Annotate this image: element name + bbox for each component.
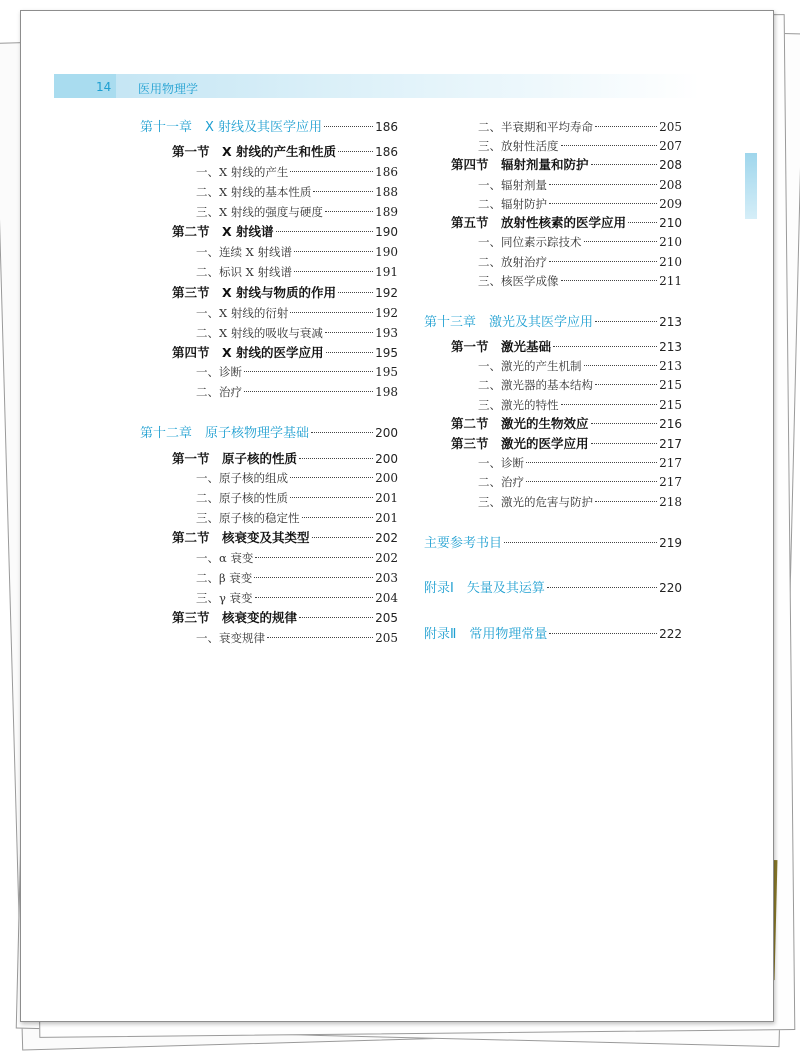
toc-entry-page-number: 213 [659, 315, 682, 329]
dot-leader [584, 365, 658, 366]
toc-entry-page-number: 200 [375, 426, 398, 440]
toc-entry-title: 第二节 激光的生物效应 [451, 416, 589, 431]
dot-leader [549, 633, 657, 634]
toc-entry-title: 二、标识 X 射线谱 [196, 265, 292, 279]
toc-entry-title: 主要参考书目 [424, 536, 503, 551]
toc-entry-title: 第十一章 X 射线及其医学应用 [140, 120, 323, 135]
toc-entry-page-number: 190 [375, 245, 398, 259]
toc-entry-title: 三、X 射线的强度与硬度 [196, 205, 323, 219]
dot-leader [338, 292, 373, 293]
toc-item-entry[interactable] [196, 383, 398, 401]
toc-item-entry[interactable] [196, 324, 398, 342]
dot-leader [267, 637, 373, 638]
toc-entry-page-number: 195 [375, 365, 398, 379]
toc-section-entry[interactable] [172, 450, 398, 468]
toc-entry-page-number: 192 [375, 286, 398, 300]
toc-item-entry[interactable] [196, 489, 398, 507]
toc-entry-title: 一、X 射线的衍射 [196, 306, 289, 320]
toc-entry-title: 三、激光的危害与防护 [478, 495, 593, 509]
toc-section-entry[interactable] [172, 143, 398, 161]
toc-entry-page-number: 186 [375, 165, 398, 179]
toc-entry-page-number: 200 [375, 452, 398, 466]
dot-leader [312, 537, 374, 538]
toc-entry-title: 二、辐射防护 [478, 197, 547, 211]
toc-item-entry[interactable] [196, 589, 398, 607]
toc-item-entry[interactable] [196, 243, 398, 261]
dot-leader [290, 312, 373, 313]
toc-item-entry[interactable] [478, 253, 682, 271]
toc-entry-page-number: 186 [375, 145, 398, 159]
toc-entry-title: 第二节 核衰变及其类型 [172, 530, 310, 545]
dot-leader [553, 346, 657, 347]
toc-item-entry[interactable] [478, 195, 682, 213]
dot-leader [526, 481, 657, 482]
toc-entry-page-number: 188 [375, 185, 398, 199]
toc-section-entry[interactable] [451, 435, 682, 453]
toc-entry-page-number: 210 [659, 255, 682, 269]
dot-leader [290, 171, 373, 172]
dot-leader [325, 332, 373, 333]
toc-chapter-entry[interactable] [424, 579, 682, 597]
toc-entry-page-number: 201 [375, 491, 398, 505]
dot-leader [326, 352, 374, 353]
toc-item-entry[interactable] [478, 473, 682, 491]
toc-item-entry[interactable] [478, 454, 682, 472]
toc-item-entry[interactable] [478, 272, 682, 290]
toc-item-entry[interactable] [478, 376, 682, 394]
toc-item-entry[interactable] [196, 183, 398, 201]
dot-leader [313, 191, 373, 192]
toc-entry-title: 附录Ⅰ 矢量及其运算 [424, 581, 545, 596]
toc-section-entry[interactable] [451, 415, 682, 433]
toc-entry-title: 二、放射治疗 [478, 255, 547, 269]
toc-entry-title: 二、激光器的基本结构 [478, 378, 593, 392]
toc-entry-title: 第一节 原子核的性质 [172, 451, 298, 466]
toc-entry-title: 第一节 激光基础 [451, 339, 552, 354]
toc-entry-page-number: 216 [659, 417, 682, 431]
toc-entry-title: 一、α 衰变 [196, 551, 254, 565]
toc-item-entry[interactable] [478, 118, 682, 136]
toc-entry-page-number: 219 [659, 536, 682, 550]
dot-leader [244, 391, 373, 392]
toc-entry-title: 二、X 射线的吸收与衰减 [196, 326, 323, 340]
dot-leader [294, 271, 373, 272]
toc-entry-title: 二、半衰期和平均寿命 [478, 120, 593, 134]
toc-item-entry[interactable] [196, 549, 398, 567]
toc-entry-title: 第十二章 原子核物理学基础 [140, 426, 310, 441]
toc-item-entry[interactable] [196, 163, 398, 181]
toc-entry-page-number: 210 [659, 235, 682, 249]
toc-entry-title: 第二节 X 射线谱 [172, 224, 274, 239]
toc-item-entry[interactable] [196, 629, 398, 647]
toc-item-entry[interactable] [478, 396, 682, 414]
dot-leader [591, 164, 658, 165]
toc-entry-title: 二、治疗 [196, 385, 242, 399]
toc-entry-title: 一、X 射线的产生 [196, 165, 289, 179]
toc-entry-page-number: 220 [659, 581, 682, 595]
toc-entry-page-number: 203 [375, 571, 398, 585]
dot-leader [324, 126, 373, 127]
toc-entry-page-number: 213 [659, 340, 682, 354]
side-thumb-tab [745, 153, 757, 219]
toc-entry-title: 第十三章 激光及其医学应用 [424, 315, 594, 330]
toc-entry-title: 一、同位素示踪技术 [478, 235, 582, 249]
dot-leader [299, 617, 373, 618]
toc-section-entry[interactable] [172, 529, 398, 547]
dot-leader [302, 517, 374, 518]
toc-entry-title: 三、原子核的稳定性 [196, 511, 300, 525]
toc-entry-page-number: 217 [659, 456, 682, 470]
toc-entry-page-number: 198 [375, 385, 398, 399]
toc-entry-title: 第三节 激光的医学应用 [451, 436, 589, 451]
toc-entry-title: 三、γ 衰变 [196, 591, 253, 605]
dot-leader [561, 280, 658, 281]
dot-leader [255, 557, 373, 558]
toc-entry-title: 第三节 核衰变的规律 [172, 610, 298, 625]
toc-item-entry[interactable] [478, 493, 682, 511]
dot-leader [561, 145, 658, 146]
toc-section-entry[interactable] [451, 156, 682, 174]
dot-leader [294, 251, 373, 252]
toc-chapter-entry[interactable] [140, 424, 398, 442]
dot-leader [325, 211, 373, 212]
toc-item-entry[interactable] [478, 176, 682, 194]
toc-item-entry[interactable] [196, 363, 398, 381]
dot-leader [549, 184, 657, 185]
dot-leader [526, 462, 657, 463]
dot-leader [549, 261, 657, 262]
toc-entry-page-number: 217 [659, 475, 682, 489]
toc-entry-title: 一、诊断 [196, 365, 242, 379]
toc-chapter-entry[interactable] [424, 313, 682, 331]
toc-entry-title: 一、诊断 [478, 456, 524, 470]
dot-leader [584, 241, 658, 242]
toc-entry-page-number: 202 [375, 531, 398, 545]
toc-item-entry[interactable] [196, 203, 398, 221]
toc-entry-page-number: 202 [375, 551, 398, 565]
toc-item-entry[interactable] [196, 263, 398, 281]
dot-leader [595, 501, 657, 502]
toc-entry-title: 一、激光的产生机制 [478, 359, 582, 373]
toc-entry-title: 三、核医学成像 [478, 274, 559, 288]
dot-leader [276, 231, 374, 232]
toc-entry-page-number: 211 [659, 274, 682, 288]
dot-leader [290, 477, 373, 478]
toc-entry-page-number: 204 [375, 591, 398, 605]
toc-item-entry[interactable] [196, 569, 398, 587]
toc-entry-title: 第四节 辐射剂量和防护 [451, 157, 589, 172]
toc-entry-title: 二、治疗 [478, 475, 524, 489]
toc-entry-title: 一、辐射剂量 [478, 178, 547, 192]
toc-entry-page-number: 208 [659, 158, 682, 172]
dot-leader [290, 497, 373, 498]
toc-entry-title: 一、原子核的组成 [196, 471, 288, 485]
toc-section-entry[interactable] [172, 344, 398, 362]
toc-item-entry[interactable] [196, 509, 398, 527]
toc-entry-page-number: 201 [375, 511, 398, 525]
toc-entry-page-number: 191 [375, 265, 398, 279]
toc-item-entry[interactable] [196, 304, 398, 322]
toc-item-entry[interactable] [478, 137, 682, 155]
toc-section-entry[interactable] [451, 214, 682, 232]
dot-leader [595, 126, 657, 127]
toc-entry-page-number: 193 [375, 326, 398, 340]
dot-leader [591, 443, 658, 444]
toc-chapter-entry[interactable] [140, 118, 398, 136]
dot-leader [311, 432, 373, 433]
toc-entry-title: 第一节 X 射线的产生和性质 [172, 144, 336, 159]
toc-entry-title: 第五节 放射性核素的医学应用 [451, 215, 627, 230]
toc-entry-title: 一、连续 X 射线谱 [196, 245, 292, 259]
toc-entry-page-number: 215 [659, 378, 682, 392]
dot-leader [595, 321, 657, 322]
toc-entry-page-number: 208 [659, 178, 682, 192]
toc-chapter-entry[interactable] [424, 534, 682, 552]
toc-chapter-entry[interactable] [424, 625, 682, 643]
toc-entry-page-number: 213 [659, 359, 682, 373]
toc-entry-page-number: 186 [375, 120, 398, 134]
toc-entry-title: 第四节 X 射线的医学应用 [172, 345, 324, 360]
toc-entry-title: 三、激光的特性 [478, 398, 559, 412]
dot-leader [504, 542, 657, 543]
dot-leader [255, 597, 374, 598]
toc-entry-page-number: 207 [659, 139, 682, 153]
dot-leader [595, 384, 657, 385]
dot-leader [338, 151, 373, 152]
toc-entry-title: 二、原子核的性质 [196, 491, 288, 505]
toc-entry-title: 第三节 X 射线与物质的作用 [172, 285, 336, 300]
toc-section-entry[interactable] [172, 223, 398, 241]
toc-entry-title: 一、衰变规律 [196, 631, 265, 645]
dot-leader [549, 203, 657, 204]
toc-section-entry[interactable] [172, 609, 398, 627]
toc-entry-page-number: 192 [375, 306, 398, 320]
toc-entry-page-number: 209 [659, 197, 682, 211]
toc-entry-page-number: 205 [375, 631, 398, 645]
toc-item-entry[interactable] [478, 233, 682, 251]
toc-entry-page-number: 195 [375, 346, 398, 360]
dot-leader [561, 404, 658, 405]
dot-leader [299, 458, 373, 459]
toc-entry-title: 三、放射性活度 [478, 139, 559, 153]
toc-entry-page-number: 218 [659, 495, 682, 509]
toc-entry-page-number: 200 [375, 471, 398, 485]
toc-entry-title: 二、β 衰变 [196, 571, 253, 585]
running-header-title: 医用物理学 [138, 82, 199, 96]
toc-entry-page-number: 205 [659, 120, 682, 134]
toc-entry-page-number: 215 [659, 398, 682, 412]
toc-section-entry[interactable] [172, 284, 398, 302]
dot-leader [591, 423, 658, 424]
dot-leader [244, 371, 373, 372]
toc-entry-page-number: 222 [659, 627, 682, 641]
toc-section-entry[interactable] [451, 338, 682, 356]
page-number: 14 [96, 80, 112, 94]
toc-entry-page-number: 190 [375, 225, 398, 239]
toc-entry-title: 附录Ⅱ 常用物理常量 [424, 627, 548, 642]
toc-entry-page-number: 189 [375, 205, 398, 219]
dot-leader [254, 577, 373, 578]
toc-entry-page-number: 205 [375, 611, 398, 625]
dot-leader [547, 587, 657, 588]
toc-entry-title: 二、X 射线的基本性质 [196, 185, 312, 199]
dot-leader [628, 222, 657, 223]
toc-entry-page-number: 217 [659, 437, 682, 451]
toc-item-entry[interactable] [196, 469, 398, 487]
toc-entry-page-number: 210 [659, 216, 682, 230]
toc-item-entry[interactable] [478, 357, 682, 375]
